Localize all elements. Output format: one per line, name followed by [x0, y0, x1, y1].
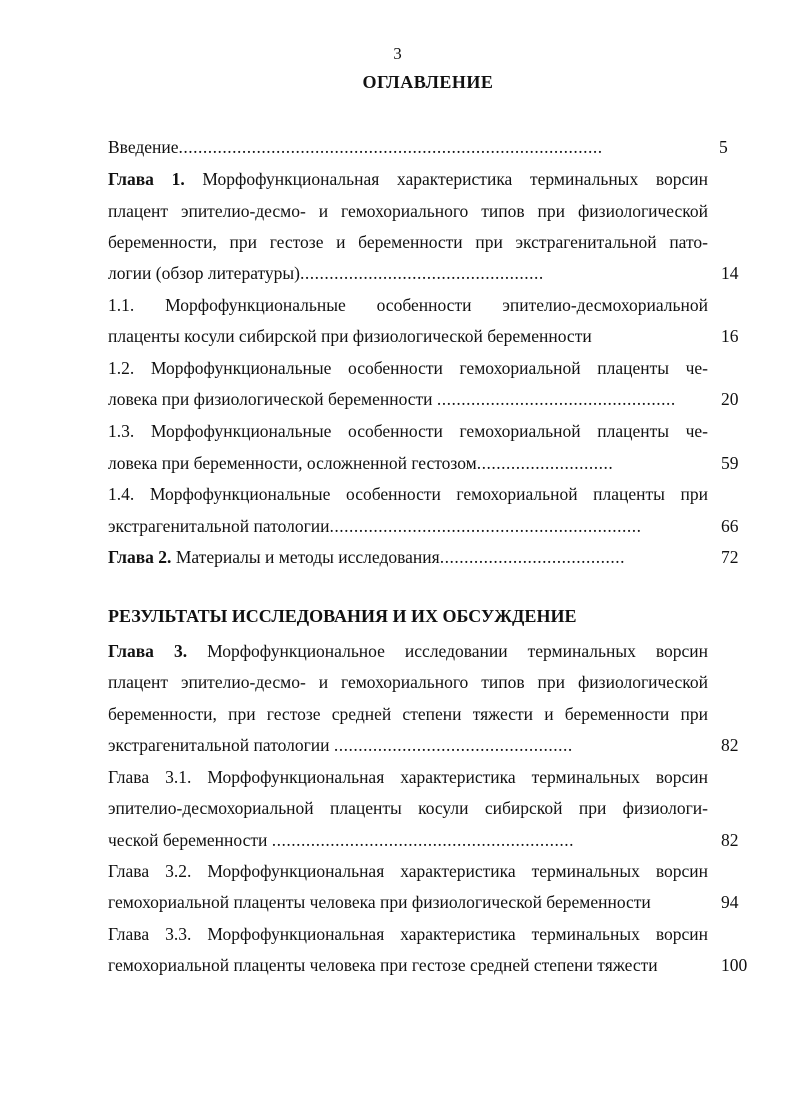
- dot-leader: ............................: [476, 453, 614, 473]
- toc-entry-text: экстрагенитальной патологии: [108, 516, 330, 536]
- dot-leader: .................................................: [333, 735, 573, 755]
- toc-entry-text: ческой беременности: [108, 830, 268, 850]
- dot-leader: ..............................................................: [271, 830, 574, 850]
- toc-entry-section-3-2[interactable]: Глава 3.2. Морфофункциональная характеристика терминальных ворсин: [108, 861, 708, 881]
- toc-entry-line: гемохориальной плаценты человека при физиологической беременности: [108, 892, 651, 912]
- dot-leader: ..................................................: [300, 263, 544, 283]
- toc-page-number: 66: [721, 516, 739, 536]
- toc-entry-line: беременности, при гестозе и беременности при экстрагенитальной пато-: [108, 232, 708, 252]
- chapter-label: Глава 2.: [108, 547, 172, 567]
- dot-leader: .......................................................................................: [178, 137, 603, 157]
- toc-page-number: 72: [721, 547, 739, 567]
- chapter-label: Глава 1.: [108, 169, 185, 189]
- toc-entry-section-3-3[interactable]: Глава 3.3. Морфофункциональная характеристика терминальных ворсин: [108, 924, 708, 944]
- toc-entry-section-3-1[interactable]: Глава 3.1. Морфофункциональная характеристика терминальных ворсин: [108, 767, 708, 787]
- toc-entry-line: [108, 515, 642, 537]
- toc-entry-text: Введение: [108, 137, 179, 157]
- page-title: ОГЛАВЛЕНИЕ: [362, 72, 494, 92]
- toc-page-number: 94: [721, 892, 739, 912]
- toc-entry-text: ловека при физиологической беременности: [108, 389, 433, 409]
- toc-entry-line: гемохориальной плаценты человека при гестозе средней степени тяжести: [108, 955, 658, 975]
- toc-entry-line: [108, 262, 544, 284]
- toc-entry-text: ловека при беременности, осложненной гестозом: [108, 453, 477, 473]
- toc-entry-text: экстрагенитальной патологии: [108, 735, 330, 755]
- toc-entry-section-1-1[interactable]: 1.1. Морфофункциональные особенности эпителио-десмохориальной: [108, 295, 708, 315]
- toc-entry-chapter-1[interactable]: [108, 168, 708, 190]
- toc-entry-chapter-3[interactable]: [108, 640, 708, 662]
- toc-entry-line: беременности, при гестозе средней степени тяжести и беременности при: [108, 704, 708, 724]
- toc-page-number: 100: [721, 955, 748, 975]
- toc-entry-line: [108, 452, 613, 474]
- section-heading: РЕЗУЛЬТАТЫ ИССЛЕДОВАНИЯ И ИХ ОБСУЖДЕНИЕ: [108, 606, 577, 626]
- toc-entry-line: эпителио-десмохориальной плаценты косули сибирской при физиологи-: [108, 798, 708, 818]
- toc-entry-text: Материалы и методы исследования: [175, 547, 440, 567]
- dot-leader: .................................................: [436, 389, 676, 409]
- toc-entry-intro[interactable]: [108, 136, 603, 158]
- toc-entry-text: логии (обзор литературы): [108, 263, 301, 283]
- toc-entry-line: [108, 734, 573, 756]
- toc-page-number: 82: [721, 735, 739, 755]
- toc-entry-section-1-4[interactable]: 1.4. Морфофункциональные особенности гемохориальной плаценты при: [108, 484, 708, 504]
- toc-entry-chapter-2[interactable]: [108, 546, 625, 568]
- toc-page-number: 59: [721, 453, 739, 473]
- toc-entry-section-1-3[interactable]: 1.3. Морфофункциональные особенности гемохориальной плаценты че-: [108, 421, 708, 441]
- toc-page-number: 5: [719, 137, 728, 157]
- toc-page-number: 20: [721, 389, 739, 409]
- toc-entry-line: плацент эпителио-десмо- и гемохориального типов при физиологической: [108, 201, 708, 221]
- chapter-label: Глава 3.: [108, 641, 188, 661]
- toc-page-number: 14: [721, 263, 739, 283]
- toc-entry-line: плаценты косули сибирской при физиологической беременности: [108, 326, 592, 346]
- toc-entry-section-1-2[interactable]: 1.2. Морфофункциональные особенности гемохориальной плаценты че-: [108, 358, 708, 378]
- toc-page-number: 82: [721, 830, 739, 850]
- dot-leader: ................................................................: [329, 516, 642, 536]
- toc-entry-text: Морфофункциональное исследовании терминальных ворсин: [207, 641, 709, 661]
- dot-leader: ......................................: [439, 547, 625, 567]
- toc-entry-line: [108, 388, 676, 410]
- toc-page-number: 16: [721, 326, 739, 346]
- toc-entry-text: Морфофункциональная характеристика терминальных ворсин: [202, 169, 708, 189]
- toc-entry-line: плацент эпителио-десмо- и гемохориального типов при физиологической: [108, 672, 708, 692]
- toc-entry-line: [108, 829, 574, 851]
- page-number: 3: [393, 44, 402, 63]
